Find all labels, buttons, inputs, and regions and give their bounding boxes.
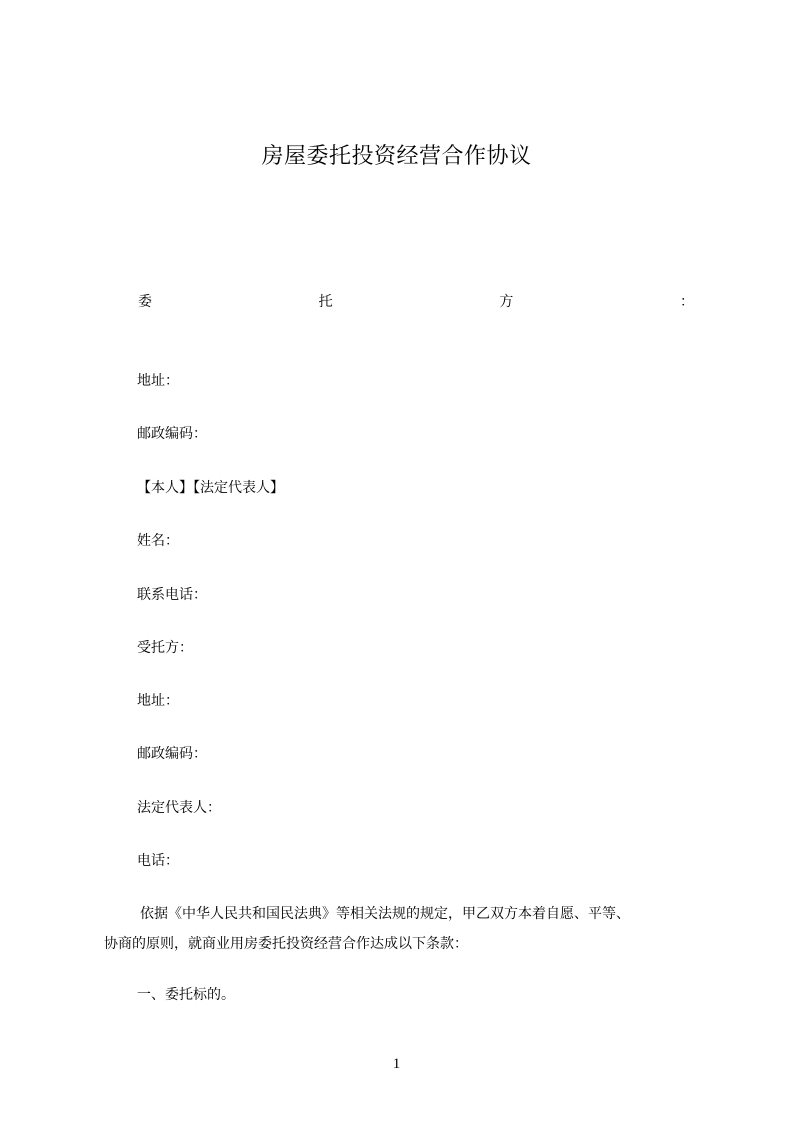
principal-identity-field: 【本人】【法定代表人】	[137, 480, 284, 496]
principal-address-field: 地址：	[137, 373, 179, 389]
agent-postcode-field: 邮政编码：	[137, 746, 207, 762]
principal-label-char-1: 委	[138, 294, 152, 310]
agent-field: 受托方：	[137, 640, 193, 656]
section-1-heading: 一、委托标的。	[137, 987, 235, 1003]
principal-label-char-3: 方	[499, 294, 514, 310]
preamble-line-1: 依据《中华人民共和国民法典》等相关法规的规定，甲乙双方本着自愿、平等、	[140, 906, 630, 922]
preamble-line-2: 协商的原则，就商业用房委托投资经营合作达成以下条款：	[104, 936, 468, 952]
document-title: 房屋委托投资经营合作协议	[261, 144, 532, 169]
agent-address-field: 地址：	[137, 693, 179, 709]
principal-label-line	[138, 291, 694, 313]
principal-postcode-field: 邮政编码：	[137, 426, 207, 442]
agent-legal-rep-field: 法定代表人：	[137, 800, 221, 816]
principal-label-char-2: 托	[318, 294, 333, 310]
principal-phone-field: 联系电话：	[137, 587, 207, 603]
principal-label-colon: ：	[679, 294, 694, 310]
principal-name-field: 姓名：	[137, 533, 179, 549]
agent-phone-field: 电话：	[137, 853, 179, 869]
page-number: 1	[392, 1056, 401, 1072]
